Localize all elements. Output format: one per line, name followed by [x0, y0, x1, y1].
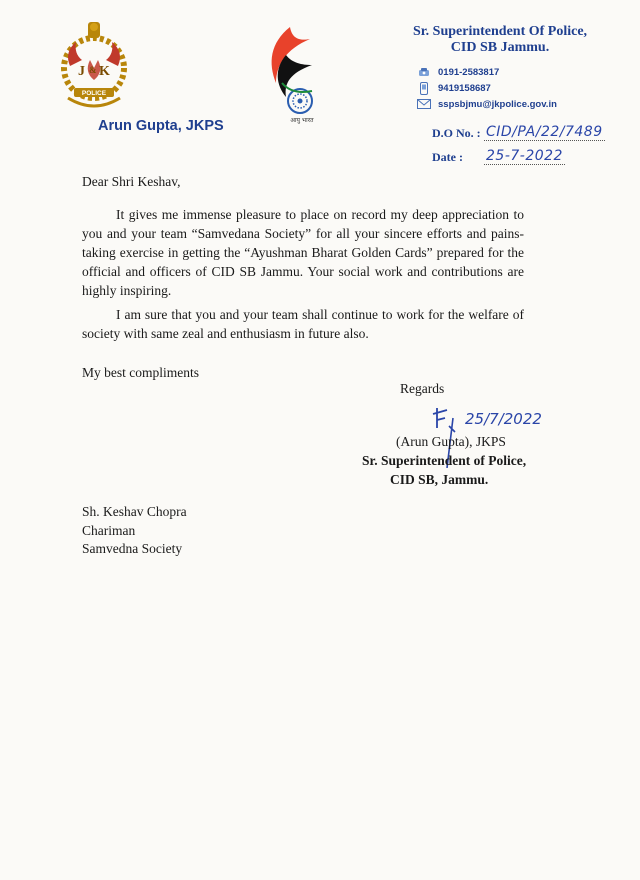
crest-banner: POLICE [81, 90, 107, 97]
salutation: Dear Shri Keshav, [82, 174, 181, 189]
signature-date: 25/7/2022 [465, 410, 542, 428]
recipient-role: Chariman [82, 522, 136, 538]
mobile-number: 9419158687 [438, 82, 491, 94]
paragraph-1: It gives me immense pleasure to place on record my deep appreciation to you and your team “Samvedana Society” for all your sincere efforts and pains-taking exercise in getting the “Ayushman Bharat Golden Cards” prepared for the official and officers of CID SB Jammu. Your social work and contributions are highly inspiring. [82, 207, 524, 298]
letterhead-designation [400, 24, 600, 56]
date-value: 25-7-2022 [486, 148, 563, 164]
email-icon [416, 99, 432, 109]
jk-police-crest-icon [58, 18, 130, 110]
crest-initial-right: K [99, 64, 110, 79]
date-row [432, 141, 605, 165]
logo-caption: आयु भारत [290, 117, 314, 124]
reference-block [432, 117, 605, 165]
email-address: sspsbjmu@jkpolice.gov.in [438, 98, 557, 110]
recipient-org: Samvedna Society [82, 541, 183, 556]
contact-block [416, 64, 557, 112]
mobile-icon [416, 82, 432, 95]
contact-mobile [416, 80, 557, 96]
author-name: Arun Gupta, JKPS [98, 118, 224, 134]
designation-line-2: CID SB Jammu. [450, 40, 550, 55]
crest-initial-left: J [78, 64, 85, 79]
do-number: CID/PA/22/7489 [486, 124, 603, 140]
signer-org: CID SB, Jammu. [390, 472, 489, 487]
paragraph-2: I am sure that you and your team shall continue to work for the welfare of society with same zeal and enthusiasm in future also. [82, 307, 524, 341]
signer-name: (Arun Gupta), JKPS [396, 434, 506, 449]
do-label: D.O No. : [432, 126, 481, 140]
recipient-name: Sh. Keshav Chopra [82, 504, 187, 519]
date-label: Date : [432, 150, 463, 164]
signer-title: Sr. Superintendent of Police, [362, 453, 527, 468]
contact-email [416, 96, 557, 112]
contact-phone [416, 64, 557, 80]
ayushman-bharat-logo-icon [262, 25, 322, 125]
recipient-address [82, 503, 187, 559]
designation-line-1: Sr. Superintendent Of Police, [412, 24, 588, 39]
regards: Regards [400, 381, 445, 396]
crest-initial-mid: & [89, 65, 97, 75]
do-number-row [432, 117, 605, 141]
phone-number: 0191-2583817 [438, 66, 500, 78]
closing-compliments: My best compliments [82, 365, 199, 380]
phone-icon [416, 67, 432, 77]
